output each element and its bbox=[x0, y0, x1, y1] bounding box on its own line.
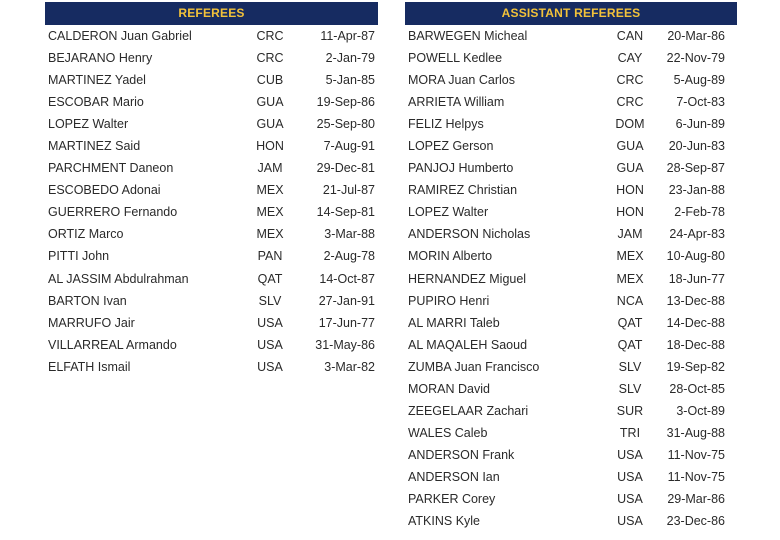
person-name: PARCHMENT Daneon bbox=[48, 161, 174, 176]
person-name: ESCOBEDO Adonai bbox=[48, 183, 161, 198]
table-row bbox=[405, 356, 737, 378]
date-of-birth: 29-Mar-86 bbox=[667, 491, 725, 506]
table-row bbox=[405, 223, 737, 245]
date-of-birth: 13-Dec-88 bbox=[666, 293, 725, 308]
person-name: LOPEZ Walter bbox=[48, 117, 129, 132]
date-of-birth: 14-Dec-88 bbox=[666, 315, 725, 330]
assistant-referees-list bbox=[405, 25, 737, 532]
date-of-birth: 11-Apr-87 bbox=[320, 29, 375, 43]
date-of-birth: 11-Nov-75 bbox=[667, 469, 725, 484]
person-name: MARRUFO Jair bbox=[48, 315, 135, 330]
date-of-birth: 20-Mar-86 bbox=[667, 29, 725, 43]
date-of-birth: 7-Oct-83 bbox=[676, 95, 725, 110]
person-name: PANJOJ Humberto bbox=[408, 161, 514, 176]
table-row bbox=[405, 290, 737, 312]
country-code: CAN bbox=[616, 29, 644, 43]
person-name: LOPEZ Walter bbox=[408, 205, 489, 220]
table-row bbox=[405, 334, 737, 356]
date-of-birth: 14-Oct-87 bbox=[319, 271, 375, 286]
person-name: BARTON Ivan bbox=[48, 293, 127, 308]
date-of-birth: 28-Oct-85 bbox=[669, 381, 725, 396]
date-of-birth: 5-Jan-85 bbox=[325, 73, 375, 88]
person-name: MARTINEZ Said bbox=[48, 139, 141, 154]
assistant-referees-section bbox=[405, 2, 737, 532]
person-name: ATKINS Kyle bbox=[408, 514, 481, 529]
referees-section bbox=[45, 2, 378, 378]
referees-header: REFEREES bbox=[45, 2, 378, 25]
country-code: USA bbox=[257, 359, 283, 374]
table-row bbox=[405, 444, 737, 466]
date-of-birth: 2-Feb-78 bbox=[674, 205, 725, 220]
table-row bbox=[405, 510, 737, 532]
table-row bbox=[45, 334, 378, 356]
country-code: QAT bbox=[257, 271, 283, 286]
table-row bbox=[45, 91, 378, 113]
referees-list bbox=[45, 25, 378, 378]
country-code: CAY bbox=[617, 51, 643, 66]
table-row bbox=[45, 25, 378, 47]
table-row bbox=[405, 135, 737, 157]
person-name: ANDERSON Ian bbox=[408, 469, 500, 484]
table-row bbox=[405, 25, 737, 47]
table-row bbox=[45, 179, 378, 201]
date-of-birth: 6-Jun-89 bbox=[675, 117, 725, 132]
person-name: BEJARANO Henry bbox=[48, 51, 153, 66]
country-code: NCA bbox=[616, 293, 644, 308]
person-name: LOPEZ Gerson bbox=[408, 139, 494, 154]
country-code: USA bbox=[617, 514, 643, 529]
table-row bbox=[45, 245, 378, 267]
date-of-birth: 28-Sep-87 bbox=[666, 161, 725, 176]
country-code: USA bbox=[617, 447, 643, 462]
table-row bbox=[45, 312, 378, 334]
date-of-birth: 3-Oct-89 bbox=[676, 403, 725, 418]
country-code: PAN bbox=[257, 249, 283, 264]
person-name: ANDERSON Nicholas bbox=[408, 227, 531, 242]
date-of-birth: 5-Aug-89 bbox=[673, 73, 725, 88]
date-of-birth: 7-Aug-91 bbox=[323, 139, 375, 154]
country-code: USA bbox=[617, 491, 643, 506]
person-name: POWELL Kedlee bbox=[408, 51, 503, 66]
table-row bbox=[45, 69, 378, 91]
date-of-birth: 2-Aug-78 bbox=[323, 249, 375, 264]
table-row bbox=[45, 135, 378, 157]
date-of-birth: 23-Jan-88 bbox=[668, 183, 725, 198]
table-row bbox=[405, 422, 737, 444]
table-row bbox=[45, 223, 378, 245]
person-name: AL JASSIM Abdulrahman bbox=[48, 271, 189, 286]
date-of-birth: 11-Nov-75 bbox=[667, 447, 725, 462]
table-row bbox=[405, 378, 737, 400]
country-code: JAM bbox=[257, 161, 283, 176]
date-of-birth: 23-Dec-86 bbox=[666, 514, 725, 529]
date-of-birth: 19-Sep-86 bbox=[316, 95, 375, 110]
country-code: DOM bbox=[615, 117, 645, 132]
country-code: JAM bbox=[617, 227, 643, 242]
person-name: VILLARREAL Armando bbox=[48, 337, 177, 352]
table-row bbox=[405, 488, 737, 510]
country-code: HON bbox=[616, 183, 644, 198]
date-of-birth: 18-Dec-88 bbox=[666, 337, 725, 352]
country-code: CRC bbox=[256, 51, 284, 66]
table-row bbox=[45, 113, 378, 135]
table-row bbox=[45, 47, 378, 69]
person-name: MORIN Alberto bbox=[408, 249, 493, 264]
country-code: CUB bbox=[256, 73, 284, 88]
country-code: GUA bbox=[256, 117, 284, 132]
person-name: MORAN David bbox=[408, 381, 490, 396]
country-code: USA bbox=[257, 315, 283, 330]
date-of-birth: 27-Jan-91 bbox=[318, 293, 375, 308]
country-code: SLV bbox=[618, 381, 642, 396]
date-of-birth: 3-Mar-82 bbox=[324, 359, 375, 374]
person-name: ELFATH Ismail bbox=[48, 359, 131, 374]
person-name: MARTINEZ Yadel bbox=[48, 73, 146, 88]
date-of-birth: 21-Jul-87 bbox=[322, 183, 375, 198]
table-row bbox=[45, 290, 378, 312]
person-name: MORA Juan Carlos bbox=[408, 73, 515, 88]
person-name: PARKER Corey bbox=[408, 491, 496, 506]
date-of-birth: 14-Sep-81 bbox=[316, 205, 375, 220]
table-row bbox=[45, 157, 378, 179]
person-name: HERNANDEZ Miguel bbox=[408, 271, 527, 286]
table-row bbox=[405, 47, 737, 69]
country-code: MEX bbox=[256, 227, 284, 242]
table-row bbox=[405, 312, 737, 334]
country-code: CRC bbox=[256, 29, 284, 43]
country-code: HON bbox=[616, 205, 644, 220]
country-code: GUA bbox=[616, 139, 644, 154]
country-code: SLV bbox=[258, 293, 282, 308]
country-code: CRC bbox=[616, 95, 644, 110]
table-row bbox=[45, 356, 378, 378]
person-name: AL MARRI Taleb bbox=[408, 315, 500, 330]
date-of-birth: 10-Aug-80 bbox=[666, 249, 725, 264]
person-name: BARWEGEN Micheal bbox=[408, 29, 528, 43]
date-of-birth: 29-Dec-81 bbox=[316, 161, 375, 176]
date-of-birth: 2-Jan-79 bbox=[325, 51, 375, 66]
date-of-birth: 17-Jun-77 bbox=[318, 315, 375, 330]
table-row bbox=[405, 400, 737, 422]
date-of-birth: 31-Aug-88 bbox=[666, 425, 725, 440]
person-name: AL MAQALEH Saoud bbox=[408, 337, 528, 352]
table-row bbox=[405, 268, 737, 290]
country-code: MEX bbox=[616, 249, 644, 264]
table-row bbox=[405, 113, 737, 135]
assistant-referees-header: ASSISTANT REFEREES bbox=[405, 2, 737, 25]
person-name: ANDERSON Frank bbox=[408, 447, 515, 462]
table-row bbox=[405, 179, 737, 201]
table-row bbox=[405, 69, 737, 91]
country-code: MEX bbox=[256, 205, 284, 220]
country-code: GUA bbox=[256, 95, 284, 110]
date-of-birth: 20-Jun-83 bbox=[668, 139, 725, 154]
country-code: QAT bbox=[617, 337, 643, 352]
table-row bbox=[405, 157, 737, 179]
country-code: SUR bbox=[616, 403, 644, 418]
date-of-birth: 18-Jun-77 bbox=[668, 271, 725, 286]
date-of-birth: 3-Mar-88 bbox=[324, 227, 375, 242]
table-row bbox=[405, 245, 737, 267]
person-name: RAMIREZ Christian bbox=[408, 183, 518, 198]
date-of-birth: 22-Nov-79 bbox=[666, 51, 725, 66]
country-code: MEX bbox=[256, 183, 284, 198]
person-name: CALDERON Juan Gabriel bbox=[48, 29, 192, 43]
table-row bbox=[405, 201, 737, 223]
country-code: CRC bbox=[616, 73, 644, 88]
country-code: MEX bbox=[616, 271, 644, 286]
country-code: QAT bbox=[617, 315, 643, 330]
country-code: USA bbox=[257, 337, 283, 352]
date-of-birth: 31-May-86 bbox=[315, 337, 375, 352]
date-of-birth: 25-Sep-80 bbox=[316, 117, 375, 132]
table-row bbox=[405, 91, 737, 113]
person-name: WALES Caleb bbox=[408, 425, 488, 440]
date-of-birth: 19-Sep-82 bbox=[666, 359, 725, 374]
table-row bbox=[45, 201, 378, 223]
person-name: GUERRERO Fernando bbox=[48, 205, 178, 220]
table-row bbox=[45, 268, 378, 290]
person-name: PUPIRO Henri bbox=[408, 293, 490, 308]
person-name: ZUMBA Juan Francisco bbox=[408, 359, 540, 374]
person-name: FELIZ Helpys bbox=[408, 117, 484, 132]
country-code: TRI bbox=[619, 425, 641, 440]
country-code: GUA bbox=[616, 161, 644, 176]
person-name: ESCOBAR Mario bbox=[48, 95, 144, 110]
person-name: PITTI John bbox=[48, 249, 110, 264]
person-name: ARRIETA William bbox=[408, 95, 505, 110]
country-code: HON bbox=[256, 139, 284, 154]
person-name: ORTIZ Marco bbox=[48, 227, 124, 242]
country-code: USA bbox=[617, 469, 643, 484]
table-row bbox=[405, 466, 737, 488]
country-code: SLV bbox=[618, 359, 642, 374]
date-of-birth: 24-Apr-83 bbox=[669, 227, 725, 242]
person-name: ZEEGELAAR Zachari bbox=[408, 403, 529, 418]
